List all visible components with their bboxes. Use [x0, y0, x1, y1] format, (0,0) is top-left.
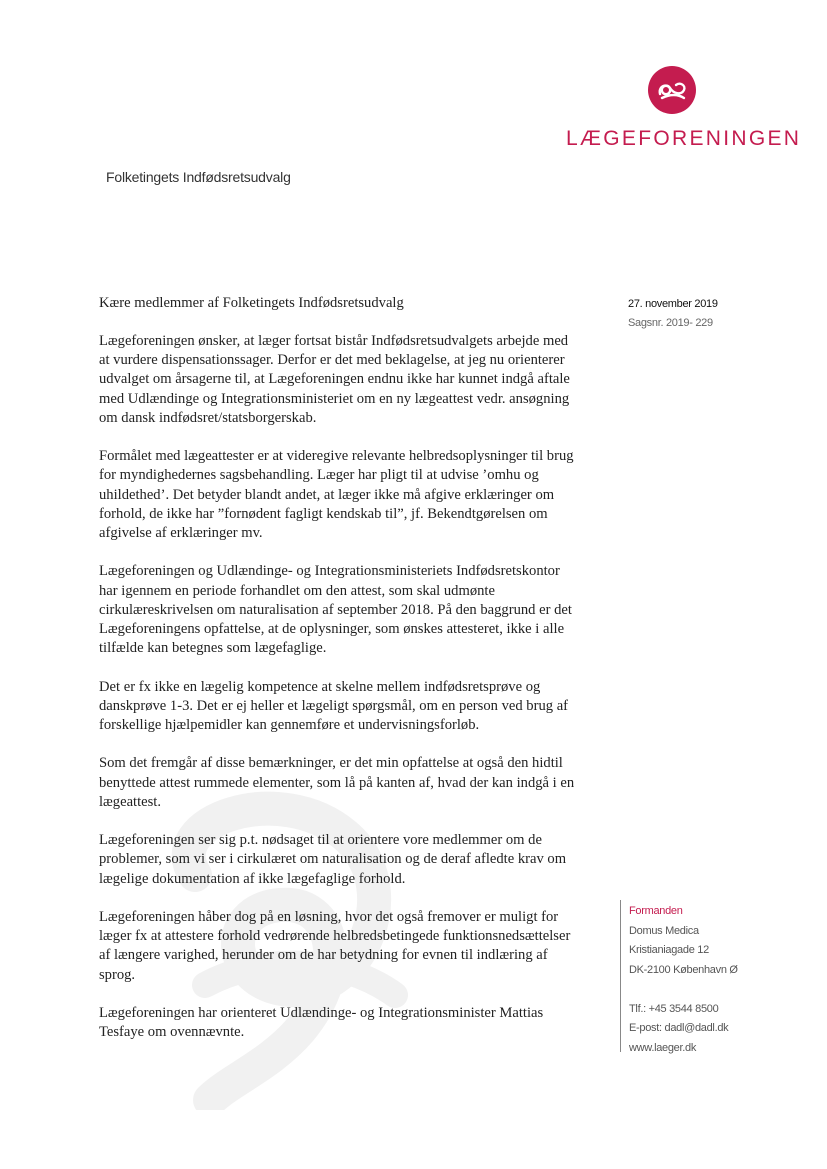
- sender-role: Formanden: [629, 905, 683, 917]
- brand-wordmark: LÆGEFORENINGEN: [566, 127, 802, 150]
- organization-name: Domus Medica: [629, 924, 699, 937]
- letter-date: 27. november 2019: [628, 298, 718, 310]
- contact-spacer: [629, 980, 738, 1000]
- paragraph-8: Lægeforeningen har orienteret Udlændinge- og Integrationsminister Mattias Tesfaye om ovennævnte.: [99, 1005, 544, 1041]
- contact-divider: [620, 900, 621, 1052]
- street-address: Kristianiagade 12: [629, 944, 709, 956]
- city-address: DK-2100 København Ø: [629, 963, 738, 976]
- paragraph-3: Lægeforeningen og Udlændinge- og Integrationsministeriets Indfødsretskontor har igennem en periode forhandlet om den attest, som skal udmønte cirkulæreskrivelsen om naturalisation af september 2018. På den baggrund er det Lægeforeningens opfattelse, at de oplysninger, som ønskes attesteret, ikke i alle tilfælde kan betegnes som lægefaglige.: [99, 563, 572, 657]
- paragraph-5: Som det fremgår af disse bemærkninger, er det min opfattelse at også den hidtil benyttede attest rummede elementer, som lå på kanten af, hvad der kan indgå i en lægeattest.: [99, 755, 575, 810]
- paragraph-2: Formålet med lægeattester er at videregive relevante helbredsoplysninger til brug for myndighedernes sagsbehandling. Læger har pligt til at udvise ’omhu og uhildethed’. Det betyder blandt andet, at læger ikke må afgive erklæringer om forhold, de ikke har ”fornødent fagligt kendskab til”, jf. Bekendtgørelsen om afgivelse af erklæringer mv.: [99, 448, 574, 542]
- phone-number: Tlf.: +45 3544 8500: [629, 1002, 719, 1015]
- website: www.laeger.dk: [629, 1041, 697, 1054]
- letter-body: [99, 294, 579, 1062]
- recipient-line: Folketingets Indfødsretsudvalg: [106, 169, 291, 185]
- letter-meta: [628, 295, 718, 333]
- email-address: E-post: dadl@dadl.dk: [629, 1022, 729, 1034]
- paragraph-1: Lægeforeningen ønsker, at læger fortsat bistår Indfødsretsudvalgets arbejde med at vurdere dispensationssager. Derfor er det med beklagelse, at jeg nu orienterer udvalget om årsagerne til, at Lægeforeningen endnu ikke har kunnet indgå aftale med Udlændinge og Integrationsministeriet om en ny lægeattest vedr. ansøgning om dansk indfødsret/statsborgerskab.: [99, 333, 570, 426]
- laegeforeningen-logo-icon: [648, 66, 696, 114]
- paragraph-6: Lægeforeningen ser sig p.t. nødsaget til at orientere vore medlemmer om de problemer, som vi ser i cirkulæret om naturalisation og de deraf afledte krav om lægelige dokumentation af ikke lægefaglige forhold.: [99, 832, 567, 887]
- paragraph-4: Det er fx ikke en lægelig kompetence at skelne mellem indfødsretsprøve og danskprøve 1-3. Det er ej heller et lægeligt spørgsmål, om en person ved brug af forskellige hjælpemidler kan gennemføre et undervisningsforløb.: [99, 678, 569, 734]
- contact-block: [629, 902, 738, 1058]
- paragraph-7: Lægeforeningen håber dog på en løsning, hvor det også fremover er muligt for læger fx at attestere forhold vedrørende helbredsbetingede funktionsnedsættelser af længere varighed, herunder om de har betydning for evnen til indlæring af sprog.: [99, 909, 571, 983]
- salutation: Kære medlemmer af Folketingets Indfødsretsudvalg: [99, 295, 404, 311]
- case-number: Sagsnr. 2019- 229: [628, 317, 713, 329]
